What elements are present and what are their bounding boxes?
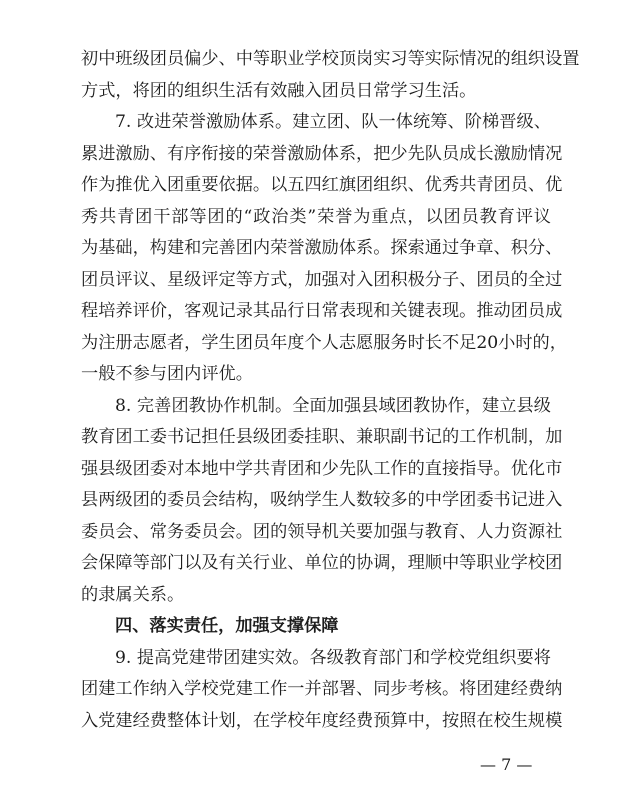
paragraph-line: 程培养评价，客观记录其品行日常表现和关键表现。推动团员成 bbox=[81, 301, 563, 321]
paragraph-line: 初中班级团员偏少、中等职业学校顶岗实习等实际情况的组织设置 bbox=[81, 49, 580, 69]
paragraph-line: 方式，将团的组织生活有效融入团员日常学习生活。 bbox=[81, 80, 477, 101]
paragraph-line: 会保障等部门以及有关行业、单位的协调，理顺中等职业学校团 bbox=[81, 553, 563, 573]
paragraph-line: 委员会、常务委员会。团的领导机关要加强与教育、人力资源社 bbox=[81, 521, 563, 542]
section-9-first-line: 9. 提高党建带团建实效。各级教育部门和学校党组织要将 bbox=[115, 647, 551, 668]
paragraph-line: 作为推优入团重要依据。以五四红旗团组织、优秀共青团员、优 bbox=[81, 175, 563, 195]
paragraph-line: 累进激励、有序衔接的荣誉激励体系，把少先队员成长激励情况 bbox=[81, 143, 563, 164]
paragraph-line: 教育团工委书记担任县级团委挂职、兼职副书记的工作机制，加 bbox=[81, 427, 563, 447]
paragraph-line: 秀共青团干部等团的“政治类”荣誉为重点，以团员教育评议 bbox=[81, 206, 551, 227]
section-7-first-line: 7. 改进荣誉激励体系。建立团、队一体统筹、阶梯晋级、 bbox=[115, 112, 551, 132]
section-8-first-line: 8. 完善团教协作机制。全面加强县域团教协作，建立县级 bbox=[115, 395, 551, 416]
paragraph-line: 为基础，构建和完善团内荣誉激励体系。探索通过争章、积分、 bbox=[81, 238, 563, 258]
paragraph-line: 团员评议、星级评定等方式，加强对入团积极分子、团员的全过 bbox=[81, 269, 563, 290]
paragraph-line: 为注册志愿者，学生团员年度个人志愿服务时长不足20小时的， bbox=[81, 332, 567, 353]
paragraph-line: 的隶属关系。 bbox=[81, 584, 185, 605]
page-number: — 7 — bbox=[480, 755, 533, 774]
section-heading: 四、落实责任，加强支撑保障 bbox=[115, 616, 339, 636]
paragraph-line: 强县级团委对本地中学共青团和少先队工作的直接指导。优化市 bbox=[81, 458, 563, 479]
paragraph-line: 团建工作纳入学校党建工作一并部署、同步考核。将团建经费纳 bbox=[81, 679, 563, 699]
paragraph-line: 一般不参与团内评优。 bbox=[81, 364, 253, 384]
paragraph-line: 入党建经费整体计划，在学校年度经费预算中，按照在校生规模 bbox=[81, 710, 563, 731]
paragraph-line: 县两级团的委员会结构，吸纳学生人数较多的中学团委书记进入 bbox=[81, 490, 563, 510]
